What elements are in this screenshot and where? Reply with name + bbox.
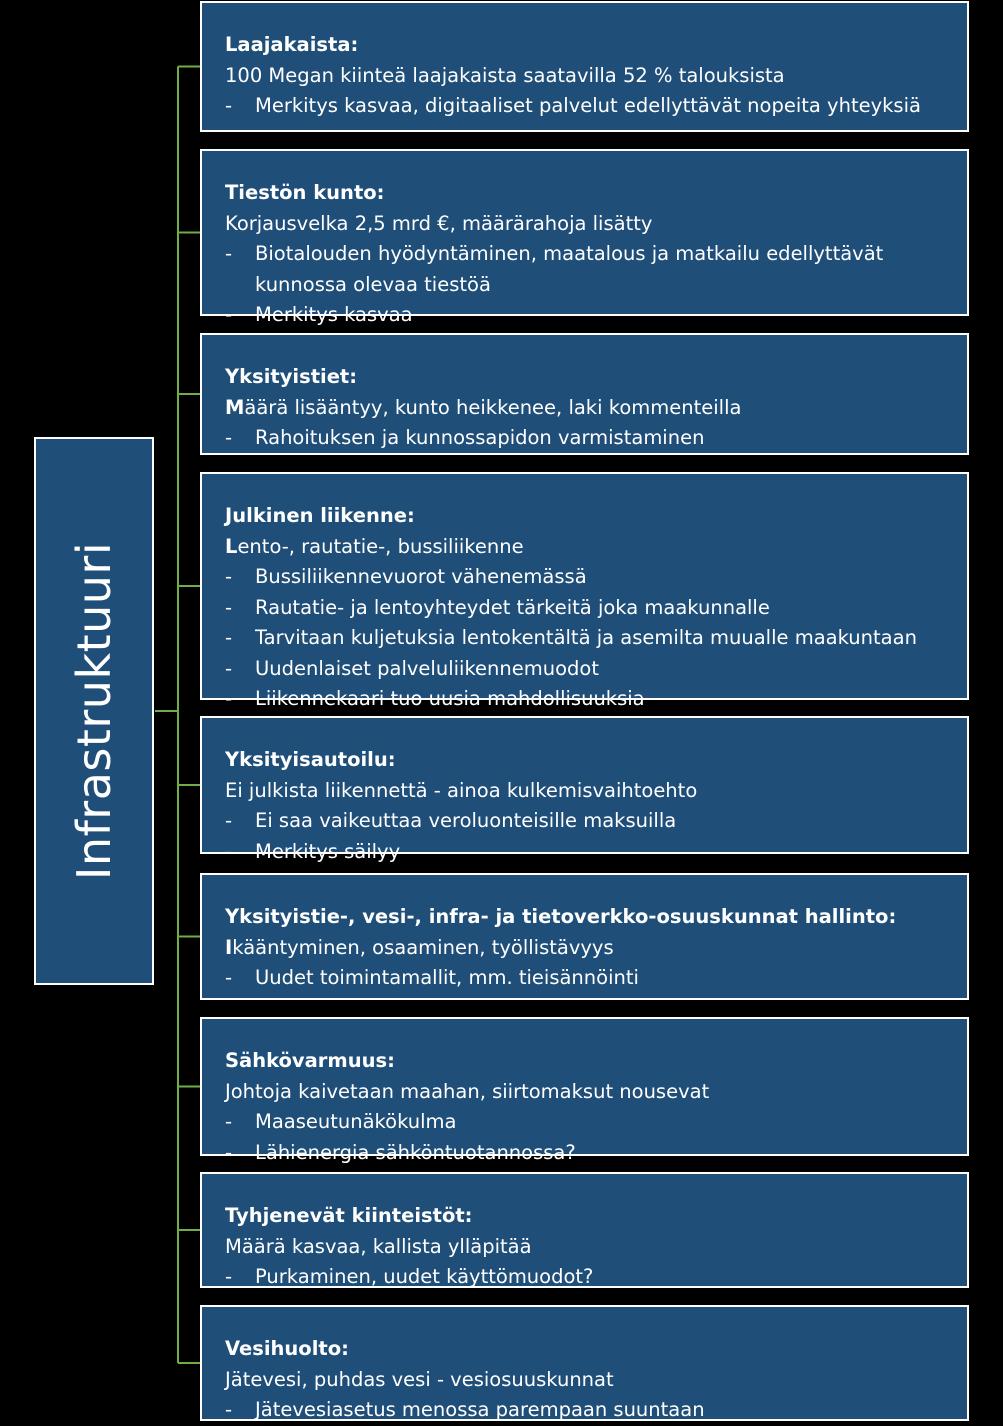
bullet-item: - Rahoituksen ja kunnossapidon varmistaminen xyxy=(225,426,705,449)
bullet-item: - Uudet toimintamallit, mm. tieisännöinti xyxy=(225,966,639,989)
card-description: Korjausvelka 2,5 mrd €, määrärahoja lisätty xyxy=(225,211,653,235)
card-title: Yksityistie-, vesi-, infra- ja tietoverkko-osuuskunnat hallinto: xyxy=(225,905,897,928)
bullet-item: - Lähienergia sähköntuotannossa? xyxy=(225,1140,576,1164)
bullet-item: - Merkitys kasvaa xyxy=(225,303,413,326)
card-description: Lento-, rautatie-, bussiliikenne xyxy=(225,534,524,558)
card-title: Laajakaista: xyxy=(225,33,359,56)
root-label: Infrastruktuuri xyxy=(67,541,121,881)
card-description: Johtoja kaivetaan maahan, siirtomaksut nousevat xyxy=(225,1079,710,1103)
card-tyhjenevat-kiinteistot xyxy=(200,1172,969,1288)
bullet-item: - Biotalouden hyödyntäminen, maatalous ja matkailu edellyttävät kunnossa olevaa tiestöä xyxy=(225,242,884,296)
card-title: Vesihuolto: xyxy=(225,1337,349,1360)
bullet-item: - Uudenlaiset palveluliikennemuodot xyxy=(225,656,600,680)
card-title: Julkinen liikenne: xyxy=(225,504,415,527)
bullet-item: - Jätevesiasetus menossa parempaan suuntaan xyxy=(225,1398,705,1421)
bullet-item: - Maaseutunäkökulma xyxy=(225,1110,457,1133)
bullet-item: - Merkitys säilyy xyxy=(225,839,401,863)
card-sahkovarmuus xyxy=(200,1017,969,1164)
card-description: Määrä kasvaa, kallista ylläpitää xyxy=(225,1234,532,1258)
root-node xyxy=(34,437,154,985)
card-yksityisautoilu xyxy=(200,716,969,863)
card-yksityistiet xyxy=(200,333,969,455)
card-title: Tyhjenevät kiinteistöt: xyxy=(225,1204,473,1227)
card-description: Ikääntyminen, osaaminen, työllistävyys xyxy=(225,935,614,959)
card-title: Yksityistiet: xyxy=(225,365,358,388)
bullet-item: - Purkaminen, uudet käyttömuodot? xyxy=(225,1265,594,1288)
bullet-item: - Merkitys kasvaa, digitaaliset palvelut edellyttävät nopeita yhteyksiä xyxy=(225,94,921,117)
bullet-item: - Liikennekaari tuo uusia mahdollisuuksia xyxy=(225,687,645,710)
bullet-item: - Bussiliikennevuorot vähenemässä xyxy=(225,565,587,588)
card-description: 100 Megan kiinteä laajakaista saatavilla 52 % talouksista xyxy=(225,63,785,87)
bullet-item: - Rautatie- ja lentoyhteydet tärkeitä joka maakunnalle xyxy=(225,595,770,619)
card-description: Määrä lisääntyy, kunto heikkenee, laki kommenteilla xyxy=(225,395,742,419)
card-vesihuolto xyxy=(200,1305,969,1421)
card-description: Ei julkista liikennettä - ainoa kulkemisvaihtoehto xyxy=(225,778,698,802)
card-description: Jätevesi, puhdas vesi - vesiosuuskunnat xyxy=(225,1367,614,1391)
bullet-item: - Tarvitaan kuljetuksia lentokentältä ja asemilta muualle maakuntaan xyxy=(225,626,917,649)
card-title: Sähkövarmuus: xyxy=(225,1049,395,1072)
card-osuuskunnat-hallinto xyxy=(200,873,969,1000)
card-laajakaista xyxy=(200,1,969,132)
card-title: Yksityisautoilu: xyxy=(225,748,396,771)
card-julkinen-liikenne xyxy=(200,472,969,710)
bullet-item: - Ei saa vaikeuttaa veroluonteisille maksuilla xyxy=(225,809,677,832)
card-title: Tiestön kunto: xyxy=(225,181,385,204)
card-tieston-kunto xyxy=(200,149,969,326)
